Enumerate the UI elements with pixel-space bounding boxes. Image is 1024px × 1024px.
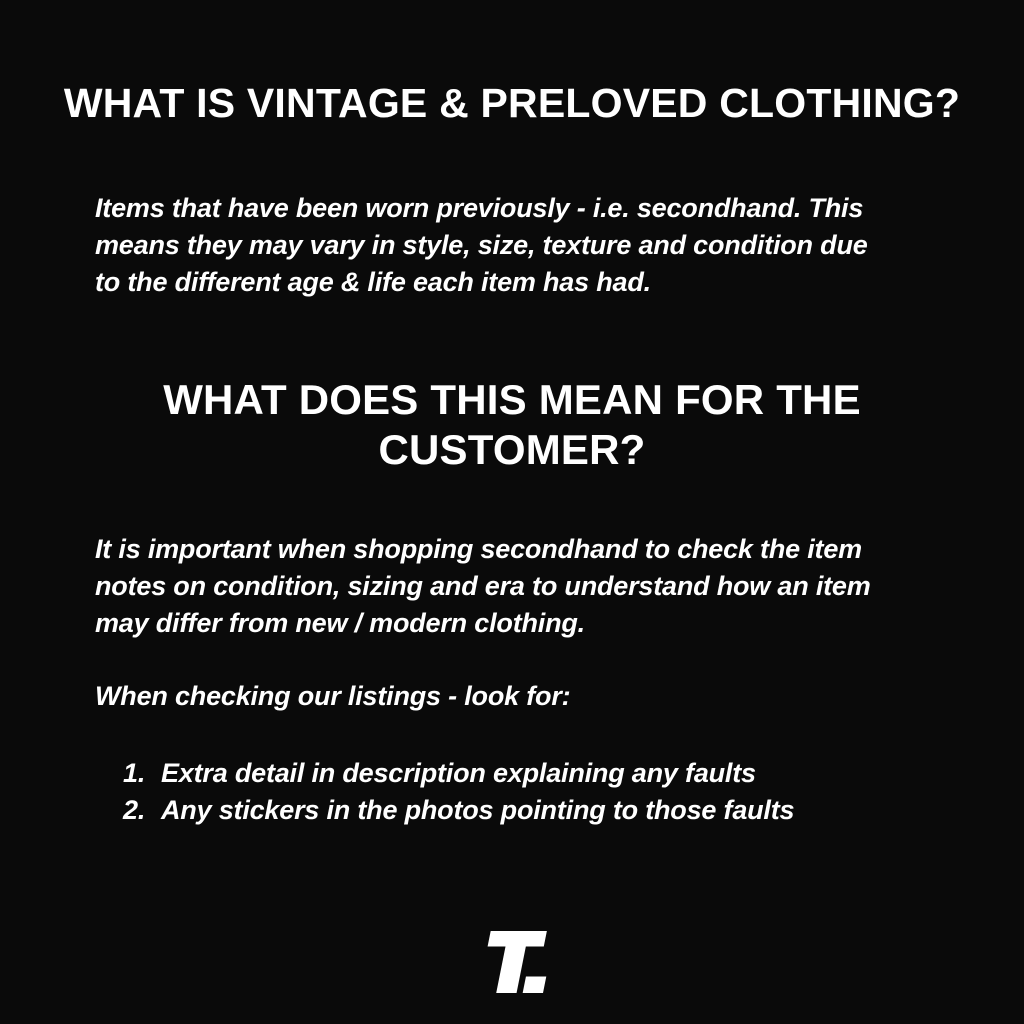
list-item-number: 1.	[123, 758, 146, 788]
brand-logo-t	[0, 931, 1024, 993]
list-item-text: Any stickers in the photos pointing to those faults	[161, 795, 795, 825]
listings-intro: When checking our listings - look for:	[95, 681, 571, 711]
list-item	[123, 755, 1024, 792]
paragraph-line: Items that have been worn previously - i.e. secondhand. This	[95, 193, 864, 223]
list-item-text: Extra detail in description explaining any faults	[161, 758, 756, 788]
paragraph-line: It is important when shopping secondhand to check the item	[95, 534, 862, 564]
page-title: WHAT IS VINTAGE & PRELOVED CLOTHING?	[63, 80, 961, 126]
intro-paragraph	[95, 190, 974, 301]
list-item-number: 2.	[123, 795, 146, 825]
paragraph-line: may differ from new / modern clothing.	[95, 608, 585, 638]
customer-paragraph	[95, 531, 974, 642]
paragraph-line: to the different age & life each item has had.	[95, 267, 651, 297]
heading-line: CUSTOMER?	[378, 426, 646, 473]
fault-checklist	[123, 755, 1024, 829]
paragraph-line: notes on condition, sizing and era to understand how an item	[95, 571, 871, 601]
list-item	[123, 792, 1024, 829]
t-dot-logo-icon	[471, 931, 553, 993]
customer-section-heading	[40, 375, 984, 475]
heading-line: WHAT DOES THIS MEAN FOR THE	[163, 376, 861, 423]
paragraph-line: means they may vary in style, size, texture and condition due	[95, 230, 868, 260]
